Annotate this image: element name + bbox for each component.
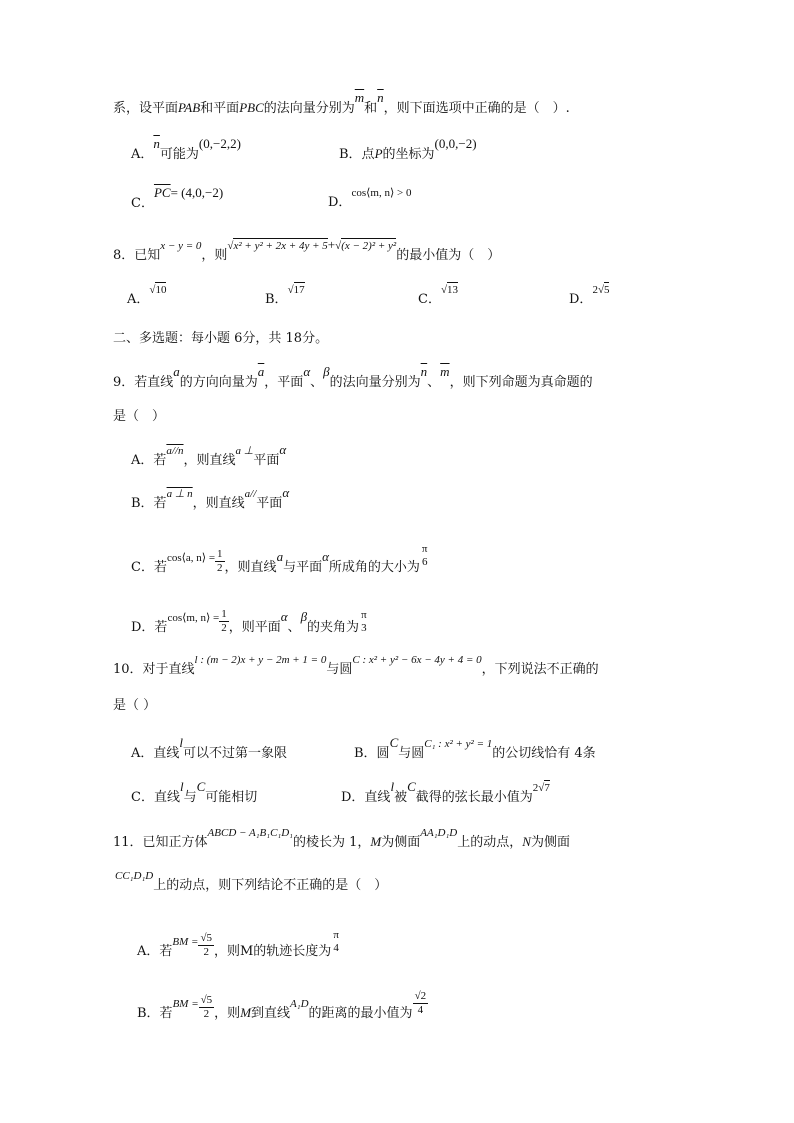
q7-stem-text: 和平面 [200, 101, 240, 116]
option-label: A．直线 [131, 746, 180, 761]
numerator: π [333, 928, 339, 941]
vector-n: $\overline{n}$ [377, 90, 384, 105]
face-aa1d1d: AA₁D₁D [420, 827, 458, 839]
q9-stem-text: 的方向向量为 [179, 375, 258, 390]
question-number: 10．对于直线 [113, 662, 195, 677]
denominator: 2 [221, 622, 227, 634]
denominator: 2 [217, 562, 223, 574]
cos-expression: cos⟨m, n⟩ = [167, 612, 220, 624]
plane-alpha: α [279, 442, 287, 457]
fraction [198, 932, 214, 959]
vector-pc: $\overline{PC}$ [153, 185, 171, 200]
line-a: a [173, 364, 180, 379]
plane-pab: PAB [178, 100, 201, 115]
face-cc1d1d: CC₁D₁D [115, 870, 154, 882]
numerator: √5 [200, 932, 212, 944]
fraction [420, 543, 430, 569]
q9-stem-line2: 是（ ） [113, 409, 166, 424]
option-text: ，则 [214, 1006, 241, 1021]
q7-stem-text: 和 [364, 101, 378, 116]
q9-stem-text: ，平面 [264, 375, 304, 390]
point-n: N [522, 834, 531, 849]
option-text: 截得的弦长最小值为 [415, 790, 533, 805]
fraction [331, 929, 341, 955]
q10-option-b [354, 735, 596, 762]
radicand: 13 [447, 284, 458, 296]
q9-stem [113, 364, 593, 391]
option-text: 被 [394, 790, 408, 805]
q9-option-c [131, 542, 429, 581]
plane-alpha: α [303, 364, 311, 379]
fraction [215, 548, 225, 575]
option-text: 的夹角为 [307, 620, 360, 635]
q10-stem-line2: 是（ ） [113, 698, 157, 713]
denominator: 3 [361, 621, 367, 634]
denominator: 2 [203, 946, 209, 958]
option-text: 平面 [256, 496, 283, 511]
option-label: D． [569, 292, 593, 307]
point-m: M [370, 834, 382, 849]
point-m: M [240, 1005, 252, 1020]
circle-c: C [389, 735, 399, 750]
fraction [199, 994, 215, 1021]
q11-stem [113, 827, 570, 851]
option-text: 与平面 [283, 560, 323, 575]
line-l: l [390, 779, 395, 794]
denominator: 4 [417, 1004, 424, 1016]
option-text: 所成角的大小为 [328, 560, 420, 575]
q8-stem-text: ，则 [201, 248, 228, 263]
section-heading: 二、多选题：每小题 6分，共 18分。 [113, 331, 329, 346]
point-p: P [374, 146, 383, 161]
q9-option-a [131, 442, 287, 469]
coefficient: 2 [592, 284, 598, 296]
perp-expression: a ⊥ [235, 445, 254, 457]
option-text: 到直线 [251, 1006, 291, 1021]
separator: 、 [310, 375, 324, 390]
option-label: A． [131, 147, 154, 162]
q7-option-d [328, 187, 412, 211]
sqrt-value: √17 [287, 284, 305, 296]
q10-option-d [341, 779, 550, 806]
radicand-1: x² + y² + 2x + 4y + 5 [233, 240, 328, 252]
option-label: C．直线 [131, 790, 180, 805]
option-label: C． [131, 196, 154, 211]
plane-beta: β [300, 609, 308, 624]
q11-stem-text: 上的动点， [457, 835, 523, 850]
q8-option-b [265, 284, 305, 308]
cube-name: ABCD − A₁B₁C₁D₁ [207, 827, 294, 839]
question-number: 11．已知正方体 [113, 835, 208, 850]
vector-m: $\overline{m}$ [440, 364, 450, 379]
vector-a: $\overline{a}$ [257, 364, 265, 379]
circle-c: C [196, 779, 206, 794]
denominator: 6 [421, 555, 428, 568]
denominator: 2 [203, 1008, 210, 1020]
sqrt-value: √7 [538, 782, 550, 794]
q10-stem-text: ，下列说法不正确的 [481, 662, 599, 677]
plane-alpha: α [280, 609, 288, 624]
numerator: 1 [221, 608, 227, 620]
perp-expression: a ⊥ n [166, 488, 193, 500]
numerator: π [361, 608, 367, 621]
option-label: C． [418, 292, 441, 307]
vector-n: $\overline{n}$ [420, 364, 428, 379]
radicand: 17 [293, 284, 305, 296]
q10-stem [113, 654, 599, 678]
option-value: (0,0,−2) [434, 136, 477, 151]
q7-option-a [131, 136, 241, 163]
sqrt-value: √10 [149, 284, 167, 296]
q10-stem-text: 与圆 [326, 662, 353, 677]
option-text: ，则直线 [183, 453, 236, 468]
q9-stem-text: 的法向量分别为 [329, 375, 421, 390]
q10-option-c [131, 779, 258, 806]
q8-option-c [418, 284, 458, 308]
circle-c1-equation: C₁ : x² + y² = 1 [424, 738, 493, 750]
option-text: 的坐标为 [382, 147, 435, 162]
q11-stem-text: 为侧面 [530, 835, 570, 850]
line-l: l [179, 735, 184, 750]
q7-stem-text: 系，设平面 [113, 101, 179, 116]
option-label: D．若 [131, 620, 168, 635]
option-label: D． [328, 195, 352, 210]
coefficient: 2 [532, 782, 539, 794]
numerator: √2 [414, 990, 427, 1002]
option-text: ，则直线 [192, 496, 245, 511]
option-expression: cos⟨m, n⟩ > 0 [351, 187, 412, 199]
vector-n: $\overline{n}$ [153, 136, 160, 151]
radicand: 10 [155, 284, 167, 296]
q8-option-a [127, 284, 167, 308]
vector-m: $\overline{m}$ [354, 90, 365, 105]
plane-alpha: α [282, 485, 290, 500]
q8-stem [113, 237, 501, 264]
option-label: C．若 [131, 560, 167, 575]
option-text: 可以不过第一象限 [183, 746, 288, 761]
separator: 、 [427, 375, 441, 390]
parallel-expression: a// [244, 488, 257, 500]
option-label: B．若 [137, 1006, 173, 1021]
denominator: 4 [333, 941, 339, 954]
fraction [219, 608, 229, 635]
option-text: 可能为 [159, 147, 199, 162]
q11-stem-text: 上的动点，则下列结论不正确的是（ ） [153, 878, 388, 893]
sqrt-expression-2: √(x − 2)² + y² [335, 240, 397, 252]
bm-expression: BM = [172, 936, 199, 948]
q7-option-c [131, 185, 224, 212]
q11-option-a [137, 928, 341, 965]
condition-expression: x − y = 0 [160, 240, 202, 252]
q9-stem-text: ，则下列命题为真命题的 [449, 375, 593, 390]
radicand: 5 [603, 284, 610, 296]
option-label: B． [265, 292, 288, 307]
line-a: a [276, 549, 284, 564]
option-value: (0,−2,2) [198, 136, 241, 151]
numerator: √5 [200, 994, 213, 1006]
fraction [359, 609, 369, 635]
option-label: B．圆 [354, 746, 390, 761]
option-label: D．直线 [341, 790, 391, 805]
radicand-2: (x − 2)² + y² [341, 240, 397, 252]
q7-option-b [339, 136, 477, 163]
circle-equation: C : x² + y² − 6x − 4y + 4 = 0 [352, 654, 482, 666]
q10-option-a [131, 735, 288, 762]
q11-stem-text: 的棱长为 1， [293, 835, 371, 850]
option-text: 与圆 [398, 746, 425, 761]
option-text: ，则平面 [228, 620, 281, 635]
option-value: = (4,0,−2) [170, 185, 224, 200]
option-label: B．点 [339, 147, 375, 162]
question-number: 8．已知 [113, 248, 161, 263]
option-label: A．若 [131, 453, 167, 468]
bm-expression: BM = [172, 998, 199, 1010]
sqrt-expression-1: √x² + y² + 2x + 4y + 5 [227, 240, 328, 252]
radicand: 7 [544, 782, 550, 794]
line-a1d: A₁D [290, 998, 309, 1010]
numerator: π [421, 542, 428, 555]
option-text: 的距离的最小值为 [308, 1006, 413, 1021]
sqrt-value: √5 [597, 284, 610, 296]
option-label: B．若 [131, 496, 167, 511]
parallel-expression: a//n [166, 445, 184, 457]
option-text: 可能相切 [205, 790, 258, 805]
option-label: A．若 [137, 944, 173, 959]
numerator: 1 [217, 548, 223, 560]
q7-stem-text: 的法向量分别为 [263, 101, 355, 116]
q11-stem-text: 为侧面 [381, 835, 421, 850]
line-equation: l : (m − 2)x + y − 2m + 1 = 0 [194, 654, 327, 666]
option-label: A． [127, 292, 150, 307]
q7-stem-text: ，则下面选项中正确的是（ ）. [383, 101, 570, 116]
q11-stem-line2 [115, 870, 388, 894]
plane-alpha: α [322, 549, 329, 564]
option-text: ，则直线 [224, 560, 277, 575]
option-text: ，则M的轨迹长度为 [214, 944, 332, 959]
plus-sign: + [327, 237, 336, 252]
q7-stem [113, 90, 570, 117]
line-l: l [179, 779, 184, 794]
q8-stem-text: 的最小值为（ ） [396, 248, 501, 263]
q8-option-d [569, 284, 610, 308]
circle-c: C [407, 779, 416, 794]
q9-option-d [131, 608, 369, 641]
q11-option-b [137, 990, 428, 1027]
plane-pbc: PBC [239, 100, 264, 115]
separator: 、 [287, 620, 301, 635]
plane-beta: β [323, 364, 330, 379]
question-number: 9．若直线 [113, 375, 174, 390]
option-text: 的公切线恰有 4条 [492, 746, 596, 761]
option-text: 平面 [253, 453, 280, 468]
option-text: 与 [183, 790, 197, 805]
sqrt-value: √13 [440, 284, 458, 296]
fraction [413, 990, 429, 1017]
cos-expression: cos⟨a, n⟩ = [166, 552, 216, 564]
